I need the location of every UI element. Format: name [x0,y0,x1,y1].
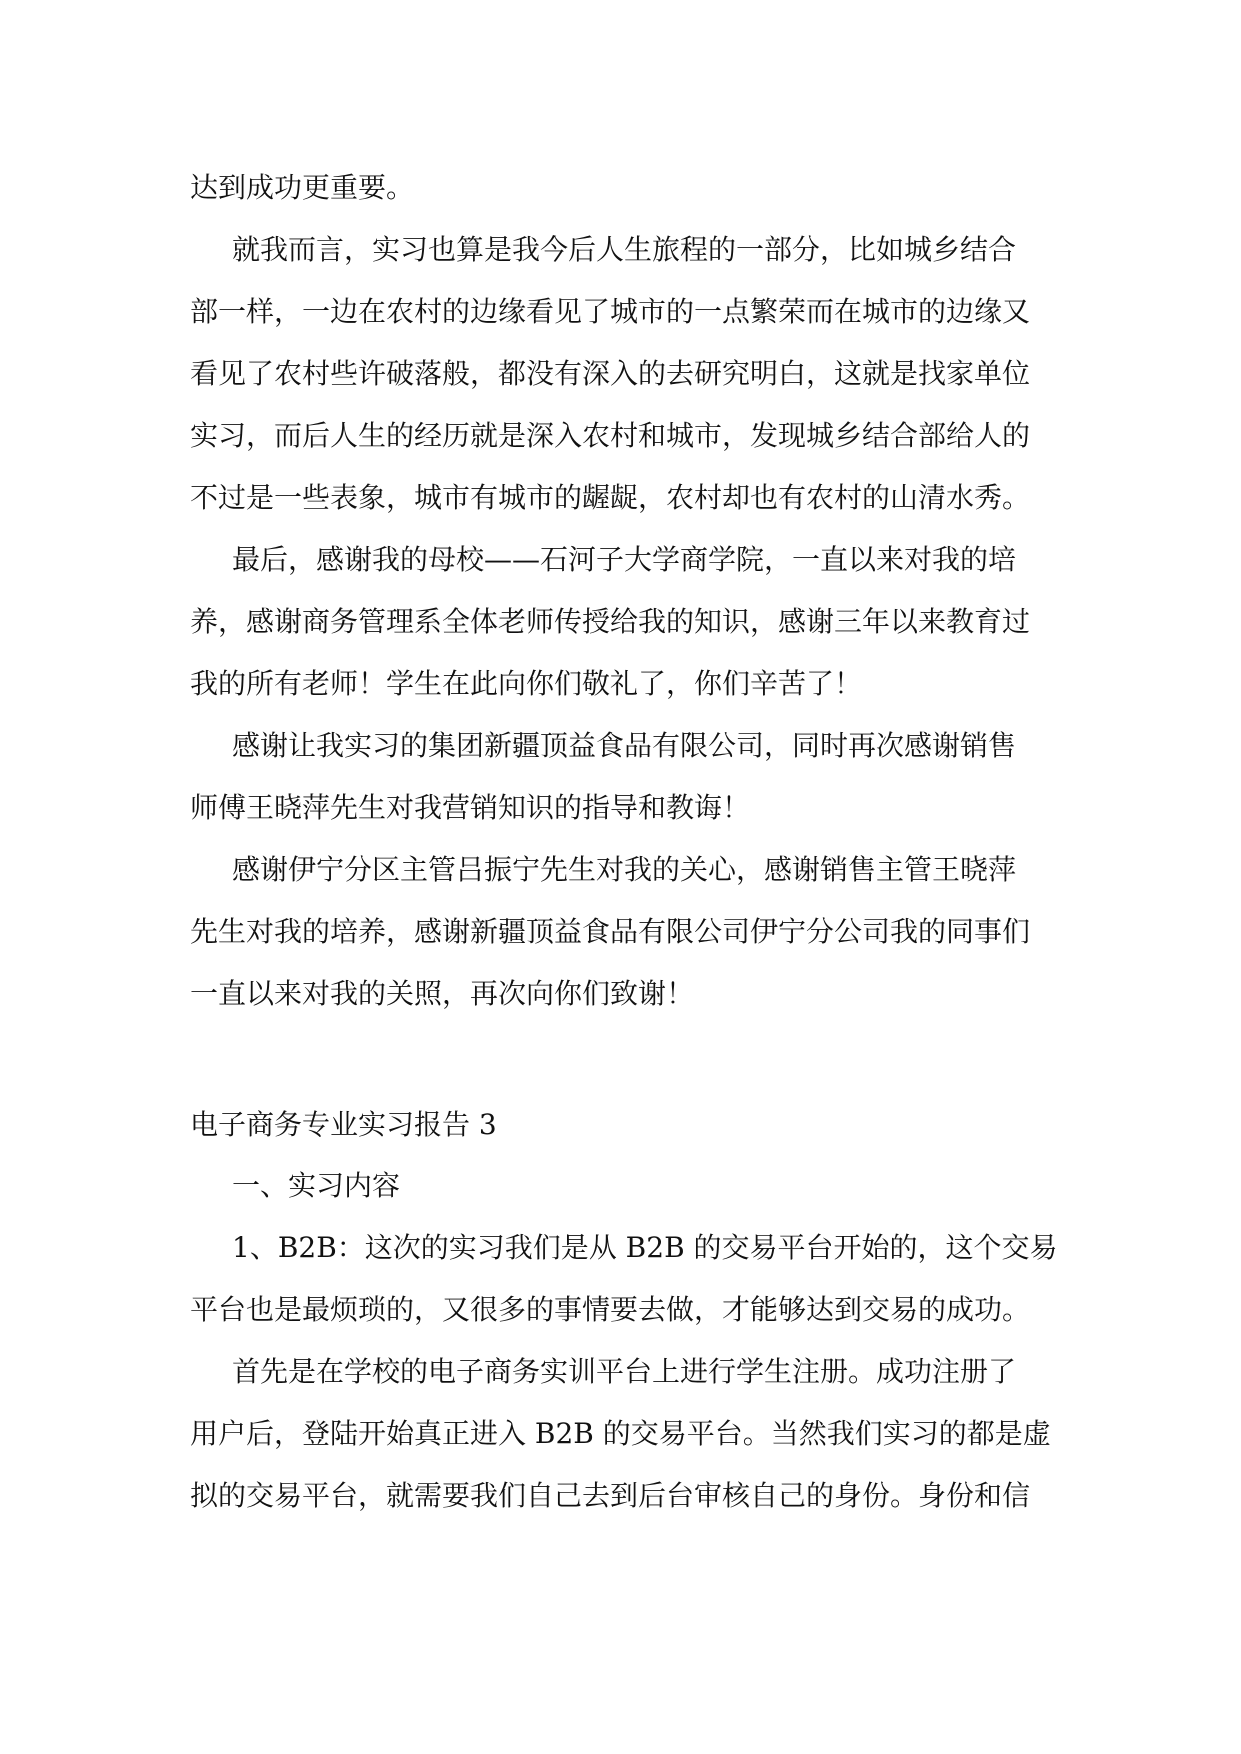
section-subtitle: 一、实习内容 [232,1169,401,1202]
paragraph-line: 首先是在学校的电子商务实训平台上进行学生注册。成功注册了 [232,1355,1017,1388]
section-title: 电子商务专业实习报告 3 [190,1108,497,1141]
paragraph-line: 用户后，登陆开始真正进入 B2B 的交易平台。当然我们实习的都是虚 [190,1417,1051,1450]
paragraph-line: 就我而言，实习也算是我今后人生旅程的一部分，比如城乡结合 [232,233,1017,266]
paragraph-line: 达到成功更重要。 [190,171,415,204]
paragraph-line: 平台也是最烦琐的，又很多的事情要去做，才能够达到交易的成功。 [190,1293,1031,1326]
paragraph-line: 养，感谢商务管理系全体老师传授给我的知识，感谢三年以来教育过 [190,605,1031,638]
paragraph-line: 师傅王晓萍先生对我营销知识的指导和教诲！ [190,791,751,824]
paragraph-line: 看见了农村些许破落般，都没有深入的去研究明白，这就是找家单位 [190,357,1031,390]
paragraph-line: 1、B2B：这次的实习我们是从 B2B 的交易平台开始的，这个交易 [232,1231,1058,1264]
paragraph-line: 我的所有老师！学生在此向你们敬礼了，你们辛苦了！ [190,667,863,700]
paragraph-line: 实习，而后人生的经历就是深入农村和城市，发现城乡结合部给人的 [190,419,1031,452]
paragraph-line: 一直以来对我的关照，再次向你们致谢！ [190,977,695,1010]
paragraph-line: 最后，感谢我的母校——石河子大学商学院，一直以来对我的培 [232,543,1017,576]
paragraph-line: 不过是一些表象，城市有城市的龌龊，农村却也有农村的山清水秀。 [190,481,1031,514]
paragraph-line: 感谢伊宁分区主管吕振宁先生对我的关心，感谢销售主管王晓萍 [232,853,1017,886]
paragraph-line: 感谢让我实习的集团新疆顶益食品有限公司，同时再次感谢销售 [232,729,1017,762]
paragraph-line: 部一样，一边在农村的边缘看见了城市的一点繁荣而在城市的边缘又 [190,295,1031,328]
paragraph-line: 拟的交易平台，就需要我们自己去到后台审核自己的身份。身份和信 [190,1479,1031,1512]
paragraph-line: 先生对我的培养，感谢新疆顶益食品有限公司伊宁分公司我的同事们 [190,915,1031,948]
